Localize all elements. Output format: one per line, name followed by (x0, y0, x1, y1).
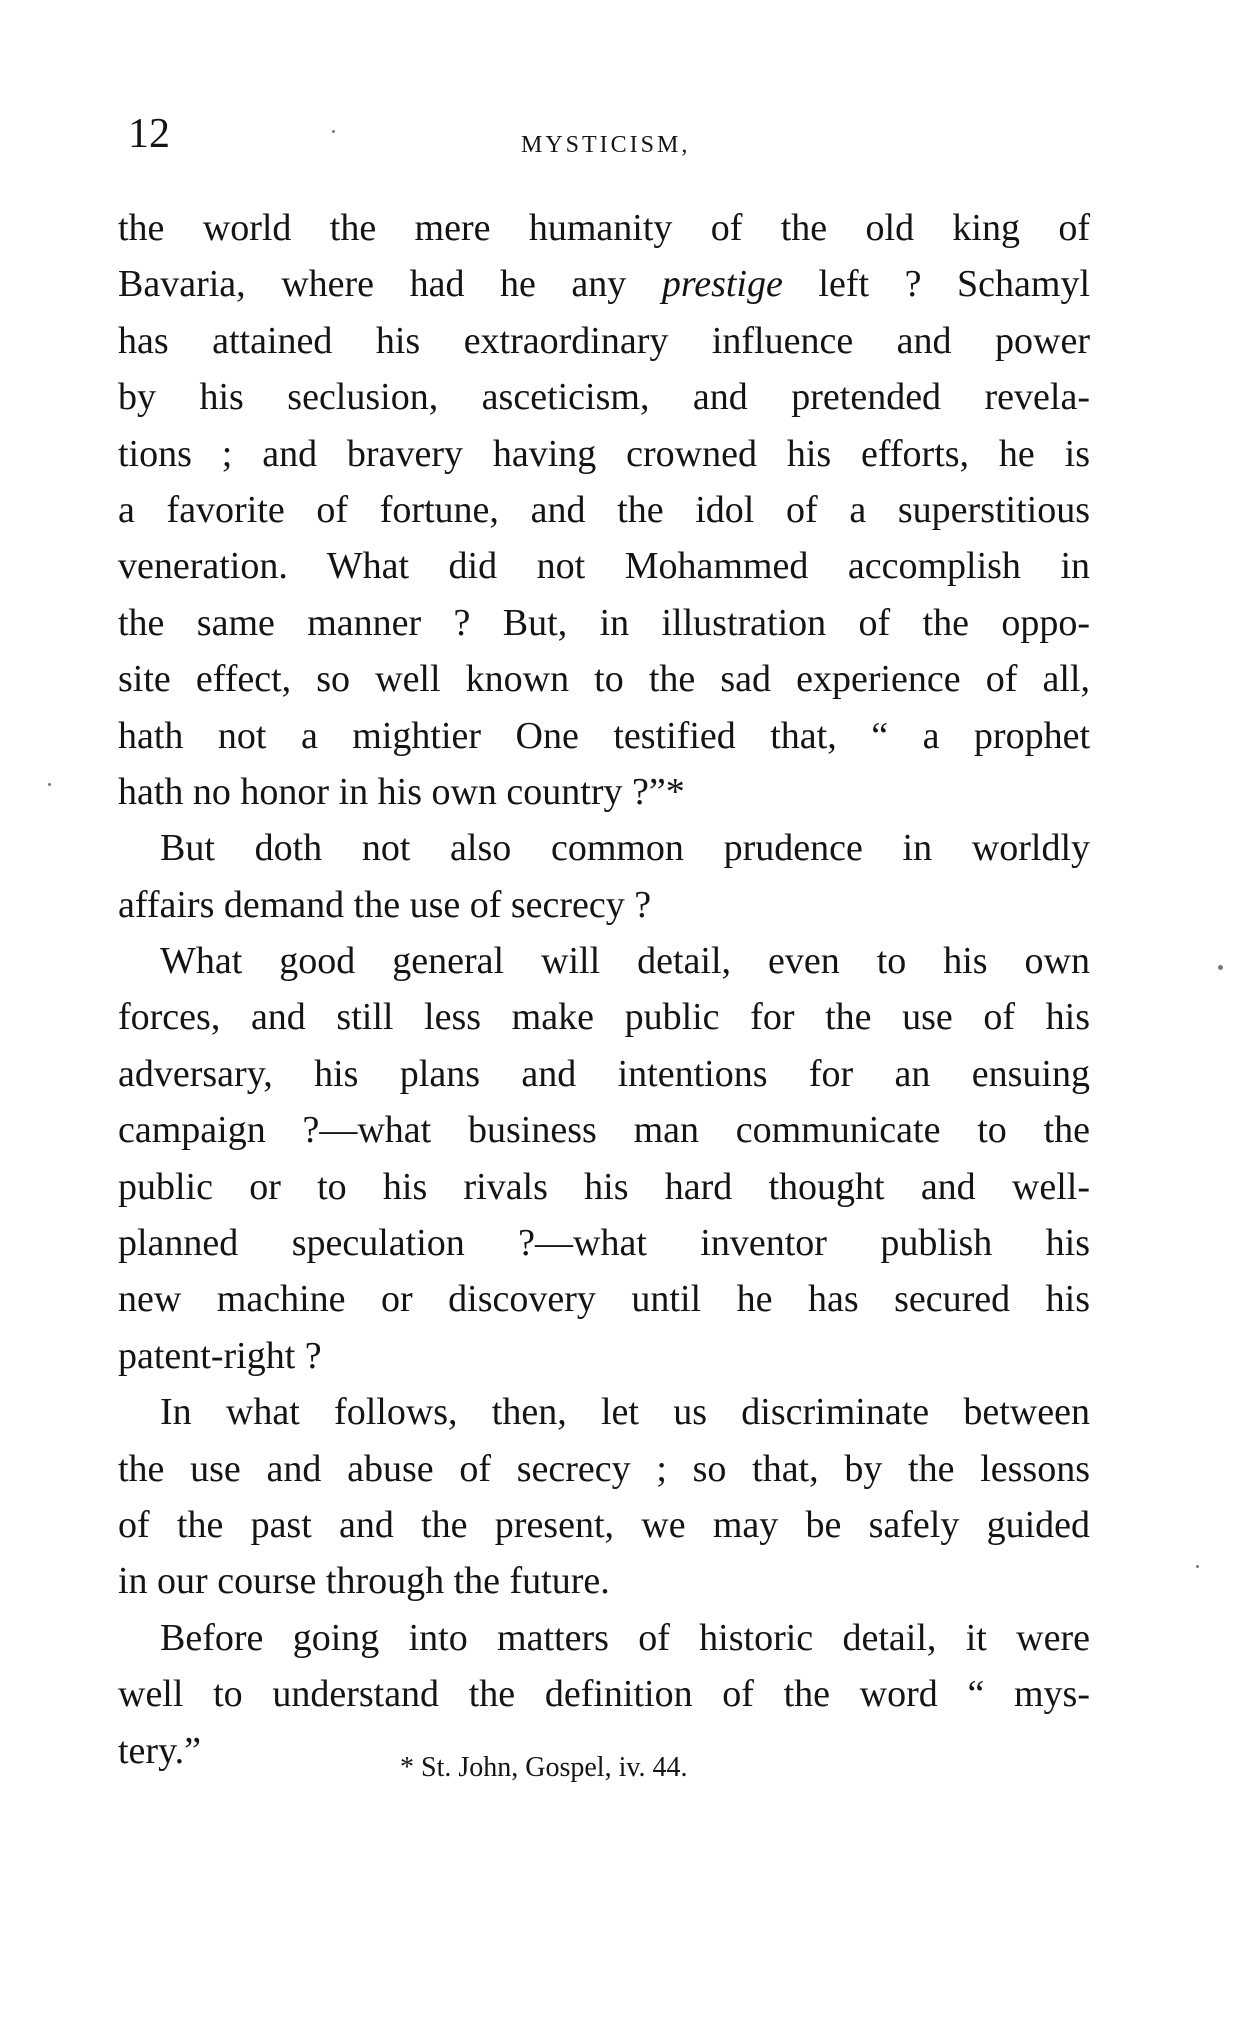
text-line: But doth not also common prudence in worldly (160, 827, 1090, 870)
text-line: Before going into matters of historic detail, it were (160, 1616, 1090, 1659)
text-line: site effect, so well known to the sad experience of all, (118, 658, 1090, 701)
text-line: Bavaria, where had he any prestige left ? Schamyl (118, 263, 1090, 306)
text-line: tions ; and bravery having crowned his efforts, he is (118, 432, 1090, 475)
text-line: veneration. What did not Mohammed accomplish in (118, 545, 1090, 588)
paragraph (118, 933, 1090, 1384)
page-header (128, 110, 1068, 170)
text-line: campaign ?—what business man communicate to the (118, 1109, 1090, 1152)
text-line: the world the mere humanity of the old king of (118, 207, 1090, 249)
scan-speck (1196, 1565, 1199, 1568)
text-line: the same manner ? But, in illustration of the oppo- (118, 601, 1090, 644)
text-line: tery.” (118, 1729, 201, 1772)
scan-speck (332, 130, 335, 133)
text-line: affairs demand the use of secrecy ? (118, 883, 652, 926)
text-line: by his seclusion, asceticism, and pretended revela- (118, 376, 1090, 419)
text-line: planned speculation ?—what inventor publish his (118, 1222, 1090, 1265)
text-line: public or to his rivals his hard thought and well- (118, 1165, 1090, 1208)
running-title: MYSTICISM, (521, 132, 691, 158)
text-line: hath not a mightier One testified that, “ a prophet (118, 714, 1090, 757)
text-line: adversary, his plans and intentions for an ensuing (118, 1052, 1090, 1095)
text-line: In what follows, then, let us discriminate between (160, 1391, 1090, 1434)
text-line: hath no honor in his own country ?”* (118, 770, 685, 813)
italic-word: prestige (661, 263, 783, 306)
text-line: the use and abuse of secrecy ; so that, by the lessons (118, 1447, 1090, 1490)
paragraph (118, 200, 1090, 820)
text-line: a favorite of fortune, and the idol of a superstitious (118, 488, 1090, 531)
paragraph (118, 820, 1090, 933)
footnote: * St. John, Gospel, iv. 44. (400, 1752, 688, 1783)
text-line: forces, and still less make public for the use of his (118, 996, 1090, 1039)
scan-speck (48, 783, 51, 786)
page-number: 12 (128, 111, 170, 157)
text-line: has attained his extraordinary influence and power (118, 319, 1090, 362)
text-line: of the past and the present, we may be safely guided (118, 1503, 1090, 1546)
body-text (118, 200, 1090, 1779)
text-line: in our course through the future. (118, 1560, 610, 1603)
paragraph (118, 1384, 1090, 1610)
scan-speck (1218, 965, 1223, 970)
text-line: What good general will detail, even to his own (160, 940, 1090, 983)
text-line: well to understand the definition of the word “ mys- (118, 1673, 1090, 1716)
text-line: patent-right ? (118, 1334, 322, 1377)
text-line: new machine or discovery until he has secured his (118, 1278, 1090, 1321)
